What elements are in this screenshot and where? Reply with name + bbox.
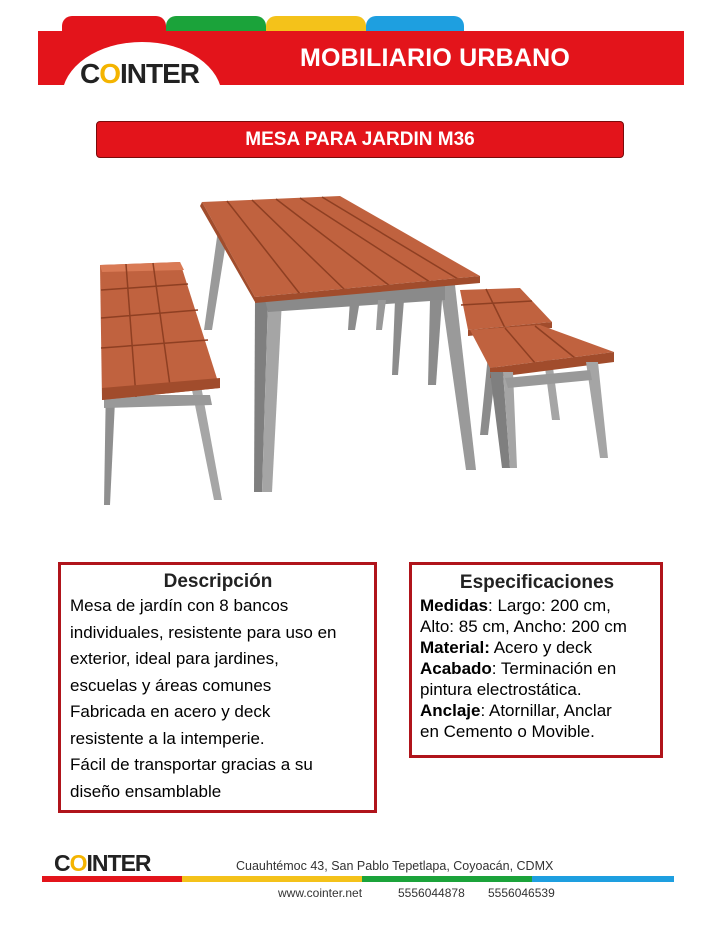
footer-stripe-yellow [182, 876, 362, 882]
description-line: Fácil de transportar gracias a su [70, 755, 313, 774]
table-bench-illustration [95, 190, 625, 520]
spec-value: : Terminación en [491, 659, 617, 678]
description-line: escuelas y áreas comunes [70, 675, 272, 695]
footer-website[interactable]: www.cointer.net [278, 886, 363, 900]
spec-acabado-cont: pintura electrostática. [420, 680, 582, 699]
left-bench [100, 262, 222, 505]
footer-phone-2: 5556046539 [488, 886, 555, 900]
footer-logo: COINTER [54, 850, 151, 876]
footer-stripe-green [362, 876, 532, 882]
spec-value: Acero y deck [489, 638, 592, 657]
description-box [58, 562, 377, 813]
spec-medidas [420, 595, 654, 616]
spec-medidas-cont: Alto: 85 cm, Ancho: 200 cm [420, 617, 627, 636]
header-logo: COINTER [80, 58, 200, 89]
footer-phone-1: 5556044878 [398, 886, 465, 900]
description-line: individuales, resistente para uso en [70, 622, 337, 642]
spec-label: Medidas [420, 596, 489, 615]
description-line: resistente a la intemperie. [70, 728, 265, 748]
specifications-box [409, 562, 663, 758]
footer-stripe-blue [532, 876, 674, 882]
spec-label: Acabado [420, 659, 492, 678]
spec-value: : Atornillar, Anclar [480, 701, 612, 720]
footer-stripe-red [42, 876, 182, 882]
description-line: exterior, ideal para jardines, [70, 649, 279, 668]
specifications-heading: Especificaciones [459, 572, 615, 593]
description-line: Fabricada en acero y deck [70, 702, 271, 721]
spec-label: Material: [420, 638, 490, 657]
description-line: Mesa de jardín con 8 bancos [70, 596, 289, 615]
spec-anclaje [420, 700, 654, 721]
spec-anclaje-cont: en Cemento o Movible. [420, 722, 595, 741]
spec-value: : Largo: 200 cm, [488, 596, 611, 615]
spec-material [420, 637, 654, 658]
header-title: MOBILIARIO URBANO [300, 44, 571, 72]
footer-address: Cuauhtémoc 43, San Pablo Tepetlapa, Coyoacán, CDMX [236, 859, 554, 873]
spec-acabado [420, 658, 654, 679]
description-line: diseño ensamblable [70, 781, 222, 801]
right-benches [348, 288, 614, 468]
spec-label: Anclaje [420, 701, 481, 720]
product-title: MESA PARA JARDIN M36 [96, 121, 624, 158]
description-heading: Descripción [163, 571, 273, 592]
